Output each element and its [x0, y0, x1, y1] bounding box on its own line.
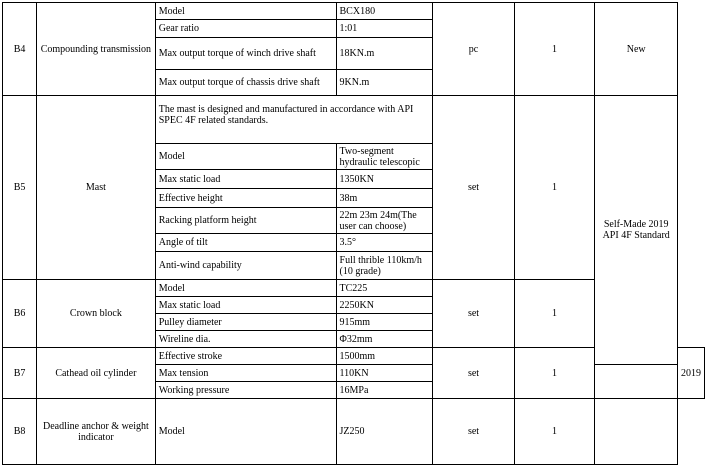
- spec-label: Model: [155, 144, 336, 170]
- item-unit: set: [433, 280, 514, 348]
- spec-label: Pulley diameter: [155, 314, 336, 331]
- spec-value: 18KN.m: [336, 38, 433, 70]
- item-remark: Self-Made 2019 API 4F Standard: [595, 96, 678, 365]
- item-remark: [595, 399, 678, 465]
- spec-label: Effective stroke: [155, 348, 336, 365]
- spec-value: JZ250: [336, 399, 433, 465]
- spec-value: BCX180: [336, 3, 433, 20]
- item-quantity: 1: [514, 3, 595, 96]
- spec-label: Angle of tilt: [155, 234, 336, 252]
- item-name: Crown block: [37, 280, 156, 348]
- spec-value: 1500mm: [336, 348, 433, 365]
- equipment-spec-table: [2, 2, 705, 465]
- table-row: [3, 399, 705, 465]
- spec-value: 915mm: [336, 314, 433, 331]
- spec-value: TC225: [336, 280, 433, 297]
- spec-value: 16MPa: [336, 382, 433, 399]
- spec-label: Anti-wind capability: [155, 252, 336, 280]
- spec-label: Max static load: [155, 297, 336, 314]
- spec-label: Max output torque of chassis drive shaft: [155, 70, 336, 96]
- spec-value: 22m 23m 24m(The user can choose): [336, 208, 433, 234]
- spec-label: Effective height: [155, 189, 336, 208]
- item-name: Compounding transmission: [37, 3, 156, 96]
- item-number: B6: [3, 280, 37, 348]
- table-row: [3, 3, 705, 20]
- item-number: B7: [3, 348, 37, 399]
- item-number: B5: [3, 96, 37, 280]
- spec-label: Max tension: [155, 365, 336, 382]
- spec-value: 110KN: [336, 365, 433, 382]
- spec-value: Φ32mm: [336, 331, 433, 348]
- spec-label: Gear ratio: [155, 20, 336, 38]
- item-unit: set: [433, 96, 514, 280]
- item-unit: set: [433, 348, 514, 399]
- item-quantity: 1: [514, 280, 595, 348]
- spec-value: Full thrible 110km/h (10 grade): [336, 252, 433, 280]
- table-row: [3, 96, 705, 144]
- spec-label: Working pressure: [155, 382, 336, 399]
- spec-label: Racking platform height: [155, 208, 336, 234]
- spec-value: 38m: [336, 189, 433, 208]
- spec-label: Max output torque of winch drive shaft: [155, 38, 336, 70]
- item-quantity: 1: [514, 399, 595, 465]
- item-name: Mast: [37, 96, 156, 280]
- spec-value: 9KN.m: [336, 70, 433, 96]
- item-name: Cathead oil cylinder: [37, 348, 156, 399]
- item-number: B4: [3, 3, 37, 96]
- spec-value: 1:01: [336, 20, 433, 38]
- item-remark: New: [595, 3, 678, 96]
- item-quantity: 1: [514, 348, 595, 399]
- item-unit: pc: [433, 3, 514, 96]
- item-remark: 2019: [678, 348, 705, 399]
- spec-label: Wireline dia.: [155, 331, 336, 348]
- spec-value: 1350KN: [336, 170, 433, 189]
- spec-value: Two-segment hydraulic telescopic: [336, 144, 433, 170]
- spec-value: 2250KN: [336, 297, 433, 314]
- spec-label: Model: [155, 280, 336, 297]
- item-number: B8: [3, 399, 37, 465]
- spec-label: Max static load: [155, 170, 336, 189]
- item-name: Deadline anchor & weight indicator: [37, 399, 156, 465]
- spec-value: 3.5°: [336, 234, 433, 252]
- spec-label: Model: [155, 399, 336, 465]
- item-quantity: 1: [514, 96, 595, 280]
- item-unit: set: [433, 399, 514, 465]
- spec-note: The mast is designed and manufactured in accordance with API SPEC 4F related standards.: [155, 96, 433, 144]
- spec-label: Model: [155, 3, 336, 20]
